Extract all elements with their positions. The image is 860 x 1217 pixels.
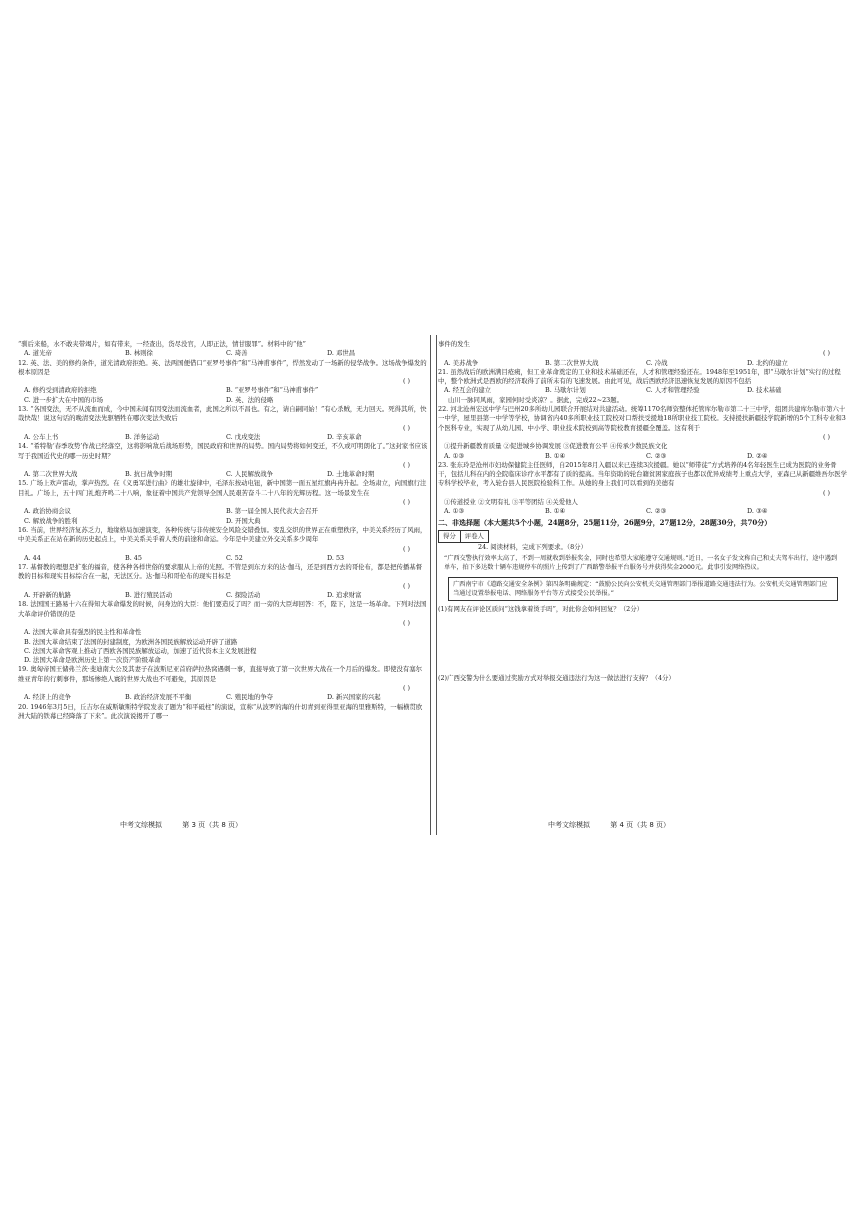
option: D. ③④: [747, 507, 768, 516]
left-page-footer: [120, 820, 380, 830]
option: A. 美苏战争: [444, 358, 479, 367]
score-header: [438, 530, 489, 543]
option: A. 法国大革命具有强烈的民主性和革命性: [24, 628, 142, 637]
answer-bracket: ( ): [402, 581, 410, 590]
question-11-stem: “驯后来船，水不敢夹带竭片，如有带来，一经查出，货尽没官，人即正法，情甘服罪”。材料中的“他”: [18, 340, 306, 348]
question-14: 14. “希特勒‘春季攻势’作战已经落空，这将影响敌后战场形势，国民政府和世界的局势。国内局势将如何变迁，不久或可明朗化了。”这封家书应该写于我国近代史的哪一历史时期？: [18, 442, 428, 460]
page-divider-left: [430, 335, 431, 835]
material-2: 广西南宁市《道路交通安全条例》第四条明确规定：“鼓励公民向公安机关交通管理部门举报道路交通违法行为。公安机关交通管理部门应当通过设置举报电话、网络服务平台等方式接受公民举报。”: [453, 580, 828, 597]
option: B. 林则徐: [125, 349, 153, 358]
option: C. 解放战争的胜利: [24, 516, 78, 525]
page-number: 第 3 页（共 8 页）: [182, 821, 243, 829]
answer-area[interactable]: [438, 614, 848, 674]
question-15-options: [24, 507, 428, 526]
option: D. 追求财富: [327, 591, 362, 600]
option: B. 进行殖民活动: [125, 591, 173, 600]
option: B. 45: [125, 553, 142, 562]
question-16-options: [24, 554, 428, 563]
option: B. 法国大革命结束了法国的封建制度，为欧洲各国民族解放运动开辟了道路: [24, 637, 238, 646]
answer-bracket: ( ): [402, 544, 410, 553]
score-label: 得分: [439, 531, 461, 542]
section-heading: 二、非选择题（本大题共5个小题，24题8分，25题11分，26题9分，27题12分，28题30分，共70分）: [438, 517, 772, 527]
question-23-items: ①传道授业 ②文明有礼 ③平等团结 ④关爱他人: [444, 498, 578, 507]
option: C. 探险活动: [226, 591, 261, 600]
option: C. ②③: [646, 451, 667, 460]
answer-bracket: ( ): [822, 488, 830, 497]
question-24-part-2: (2)广西交警为什么要通过奖励方式对举报交通违法行为这一做法进行支持？（4分）: [438, 673, 675, 682]
question-20-options: [444, 359, 848, 368]
option: D. 英、法的侵略: [226, 395, 274, 404]
option: B. ①④: [545, 507, 566, 516]
answer-bracket: ( ): [822, 349, 830, 358]
option: A. 经互会的建立: [444, 386, 492, 395]
question-17-options: [24, 591, 428, 600]
question-12-options: [24, 386, 428, 405]
option: A. ①③: [444, 507, 465, 516]
question-20: 20. 1946年3月5日，丘吉尔在威斯敏斯特学院发表了题为“和平砥柱”的演说，宣称“从波罗的海的什切青到亚得里亚海的里雅斯特，一幅横贯欧洲大陆的铁幕已经降落了下来”。此次演说揭开了哪一: [18, 702, 423, 720]
option: B. 抗日战争时期: [125, 470, 173, 479]
option: D. 土地革命时期: [327, 470, 375, 479]
question-21-options: [444, 386, 848, 395]
option: C. 戊戌变法: [226, 432, 261, 441]
option: B. 马歇尔计划: [545, 386, 586, 395]
answer-bracket: ( ): [822, 432, 830, 441]
question-17: 17. 基督教的理想是扩张的福音，使各种各样世俗的要求服从上帝的光照。不管是到东方来的达·伽马，还是到西方去的哥伦布，都是把传播基督教的目标和现实目标综合在一起，无法区分。达·伽马和哥伦布的现实目标是: [18, 563, 423, 581]
answer-bracket: ( ): [402, 498, 410, 507]
option: B. “亚罗号事件”和“马神甫事件”: [226, 386, 319, 395]
left-page: [18, 340, 428, 830]
question-12: 12. 英、法、美的修约条件，道光清政府拒绝。英、法两国便借口“亚罗号事件”和“马神甫事件”，悍然发动了一场新的侵华战争。这场战争爆发的根本原因是: [18, 358, 427, 376]
option: D. 技术基础: [747, 386, 782, 395]
option: B. 第二次世界大战: [545, 358, 599, 367]
option: D. 法国大革命是欧洲历史上第一次资产阶级革命: [24, 656, 161, 665]
option: A. 开辟新的航路: [24, 591, 72, 600]
right-page-footer: [548, 820, 808, 830]
page-number: 第 4 页（共 8 页）: [610, 821, 671, 829]
question-15: 15. 广场上欢声雷动，掌声热烈。在《义勇军进行曲》的雄壮旋律中，毛泽东按动电钮，新中国第一面五星红旗冉冉升起。全场肃立，向国旗行注目礼。广场上，五十四门礼炮齐鸣二十八响，象征着中国共产党领导全国人民艰苦奋斗二十八年的光辉历程。这一场景发生在: [18, 479, 427, 497]
option: C. 冷战: [646, 358, 668, 367]
question-21: 21. 虽然战后的欧洲满目疮痍，但工业革命奠定的工业和技术基础还在，人才和管理经验还在。1948年至1951年，即“马歇尔计划”实行的过程中，整个欧洲式是西欧的经济取得了前所未有的飞速发展。由此可见，战后西欧经济迅速恢复发展的原因不包括: [438, 367, 841, 386]
question-19-options: [24, 693, 428, 702]
option: B. 第一届全国人民代表大会召开: [226, 507, 318, 516]
question-20-continued: 事件的发生: [438, 340, 470, 348]
option: A. 政治协商会议: [24, 507, 72, 516]
question-23-options: [444, 507, 848, 516]
option: A. 经济上的竞争: [24, 693, 72, 702]
footer-label: 中考文综模拟: [548, 821, 590, 829]
answer-bracket: ( ): [402, 423, 410, 432]
option: C. 殖民地的争夺: [226, 693, 274, 702]
option: D. 辛亥革命: [327, 432, 362, 441]
option: C. 进一步扩大在中国的市场: [24, 395, 104, 404]
option: D. 北约的建立: [747, 358, 788, 367]
question-22: 22. 河北沧州宏远中学与巴州20多所幼儿园联合开展结对共建活动。统筹1170名师资整体托管库尔勒市第二十三中学，组团共建库尔勒市第六十一中学，屋里县第一中学等学校，协调省内40多所职业技工院校对口帮扶受援地18所职业技工院校。支持援扶新疆技学院新增的5个工科专业和3个医科专业，实现了从幼儿园、中小学、职业技术院校到高等院校教育援疆全覆盖。这有利于: [438, 405, 846, 432]
option: A. 第二次世界大战: [24, 470, 78, 479]
question-19: 19. 奥匈帝国王储弗兰茨·斐迪南大公及其妻子在波斯尼亚首府萨拉热窝遇刺一事，直接导致了第一次世界大战在一个月后的爆发。即使没有塞尔维亚青年的行刺事件，那场惨绝人寰的世界大战也不可避免，其原因是: [18, 665, 423, 683]
page-divider-right: [436, 335, 437, 835]
option: A. 44: [24, 553, 41, 562]
option: D. 53: [327, 553, 345, 562]
question-24: 24. 阅读材料，完成下列要求。（8分）: [478, 542, 587, 551]
question-24-part-1: (1)有网友在评论区质问“这钱拿着烫手吗”，对此你会如何回复？（2分）: [438, 604, 643, 613]
option: A. 道光帝: [24, 349, 52, 358]
footer-label: 中考文综模拟: [120, 821, 162, 829]
group-note: 山川一脉同风雨，家园何时受炎凉？。据此，完成22~23题。: [448, 395, 623, 404]
question-18: 18. 法国国王路易十六在得知大革命爆发的时候，问身边的大臣：他们要造反了吗？而一旁的大臣却回答：不，陛下，这是一场革命。下列对法国大革命评价错误的是: [18, 600, 427, 618]
question-13: 13. “各国变法，无不从流血而成，今中国未闻有因变法而流血者，此国之所以不昌也。有之，请自嗣同始！”有心杀贼，无力回天。死得其所，快哉快哉！说这句话的晚清变法先驱牺牲在哪次变法失败后: [18, 405, 427, 423]
option: C. 琦善: [226, 349, 248, 358]
question-11-options: [24, 349, 428, 358]
material-2-box: [448, 577, 838, 601]
option: D. 邓世昌: [327, 349, 356, 358]
option: A. 公车上书: [24, 432, 59, 441]
option: C. 人民解放战争: [226, 470, 274, 479]
option: C. ②③: [646, 507, 667, 516]
answer-bracket: ( ): [402, 377, 410, 386]
answer-bracket: ( ): [402, 618, 410, 627]
question-16: 16. 当前，世界经济复苏乏力，地缘格局加速演变，各种传统与非传统安全风险交错叠加。变乱交织的世界正在重塑秩序，中美关系经历了风雨，中美关系正在站在新的历史起点上，中美关系关乎着人类的前途和命运。今年是中美建立外交关系多少周年: [18, 525, 427, 544]
option: B. 洋务运动: [125, 432, 160, 441]
option: C. 人才和管理经验: [646, 386, 700, 395]
question-23: 23. 张东玲是沧州市妇幼保健院主任医师，自2015年8月入疆以来已连续3次援疆。她以“师带徒”方式培养的4名年轻医生已成为医院的业务骨干，包括儿科在内的全院临床诊疗水平都有了质的提高。当年资助的轮台籍贫困家庭孩子也都以优异成绩考上重点大学，亚森已从新疆维吾尔医学专科学校毕业，考入轮台县人民医院检验科工作。从她的身上我们可以看到的美德有: [438, 460, 847, 488]
question-22-options: [444, 452, 848, 461]
question-13-options: [24, 433, 428, 442]
question-22-items: ①提升新疆教育质量 ②促进城乡协调发展 ③促进教育公平 ④传承少数民族文化: [444, 442, 668, 451]
material-1: “广西交警执行效率太高了，不到一周就收到举报奖金，同时也希望大家能遵守交通规则。”近日，一名女子发文称自己和丈夫驾车出行，途中遇到单车，拍下多达数十辆车违规停车的照片上传到了广西路警举报平台服务号并获得奖金2000元。此事引发网络热议。: [444, 554, 838, 572]
option: C. 法国大革命客观上推动了西欧各国民族解放运动，加速了近代资本主义发展进程: [24, 646, 257, 655]
answer-bracket: ( ): [402, 683, 410, 692]
option: B. 政治经济发展不平衡: [125, 693, 192, 702]
grader-label: 评卷人: [464, 531, 484, 540]
option: B. ①④: [545, 451, 566, 460]
score-table: [438, 528, 848, 543]
right-page: [438, 340, 848, 830]
option: D. ②④: [747, 451, 768, 460]
option: D. 开国大典: [226, 516, 261, 525]
option: D. 新兴国家的兴起: [327, 693, 381, 702]
answer-bracket: ( ): [402, 460, 410, 469]
question-18-options: [24, 628, 428, 665]
option: A. 修约受到清政府的拒绝: [24, 386, 97, 395]
option: C. 52: [226, 553, 243, 562]
option: A. ①③: [444, 451, 465, 460]
